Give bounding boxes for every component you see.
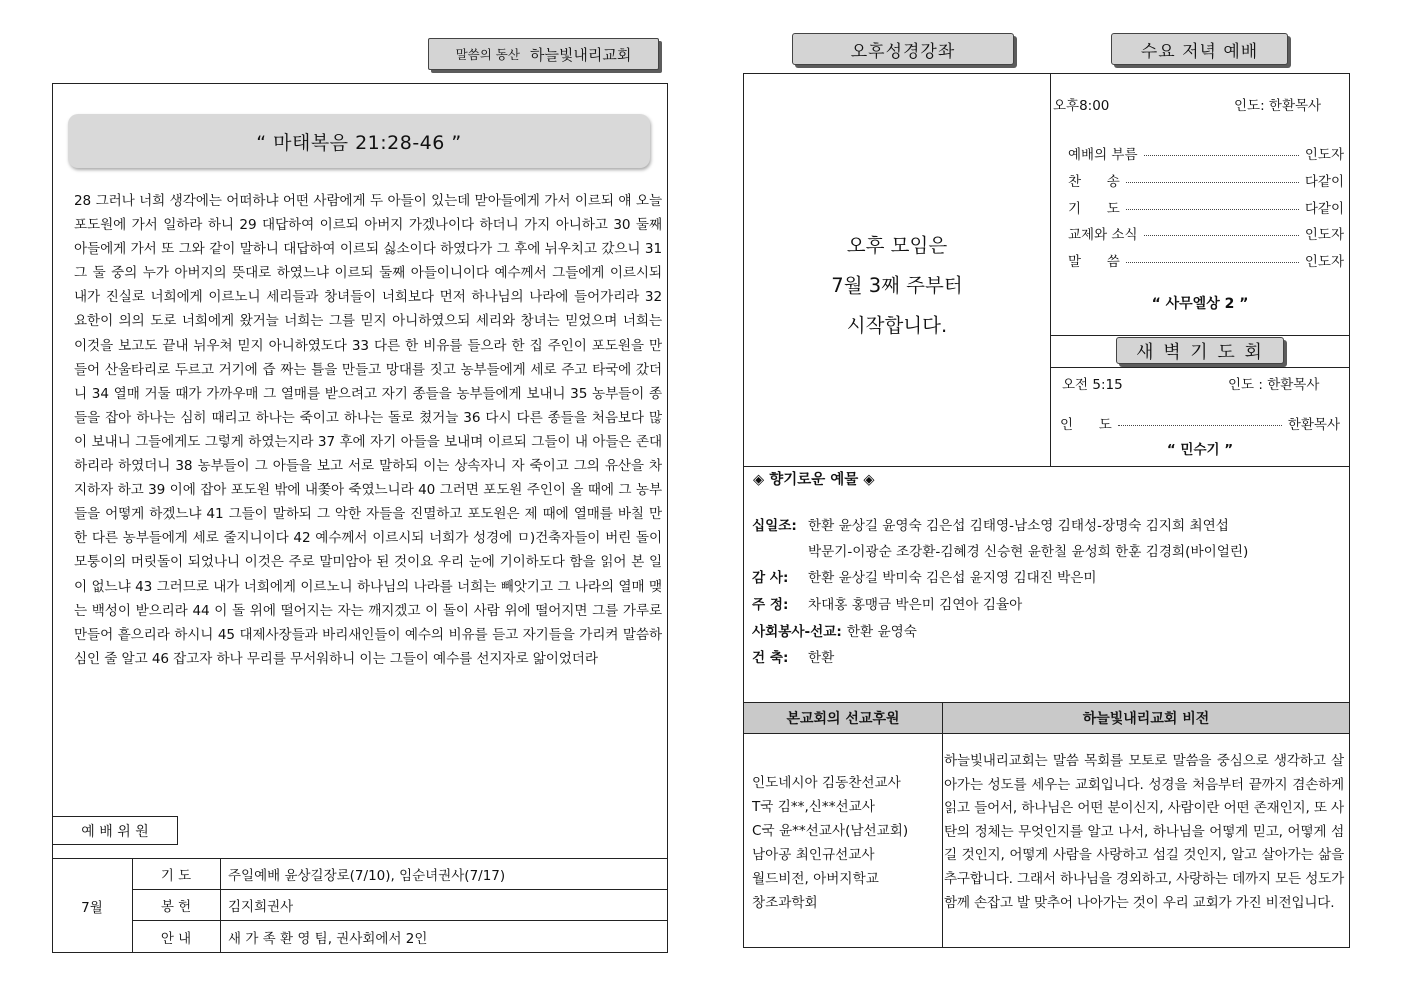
top-section-divider [1050, 73, 1051, 466]
afternoon-notice-line: 오후 모임은 [846, 234, 948, 257]
vision-header: 하늘빛내리교회 비전 [1082, 711, 1210, 727]
dawn-leader: 인도 : 한환목사 [1228, 377, 1320, 393]
offering-row: 박문기-이광순 조강환-김혜경 신승현 윤한칠 윤성희 한훈 김경희(바이얼린) [808, 544, 1249, 560]
bottom-table-col-divider [942, 702, 943, 948]
committee-role: 기 도 [160, 868, 192, 884]
afternoon-notice-line: 시작합니다. [846, 314, 948, 337]
church-name: 하늘빛내리교회 [529, 45, 632, 64]
scripture-title: “ 마태복음 21:28-46 ” [68, 114, 650, 168]
order-row: 찬 송 다같이 [1068, 174, 1344, 190]
bottom-table-header-bottom [743, 733, 1350, 734]
dawn-prayer-tab: 새 벽 기 도 회 [1116, 337, 1284, 364]
committee-role: 봉 헌 [160, 899, 192, 915]
committee-month: 7월 [81, 899, 103, 916]
offering-row: 사회봉사-선교: 한환 윤영숙 [752, 624, 917, 640]
wednesday-time: 오후8:00 [1053, 98, 1110, 114]
order-row: 교제와 소식 인도자 [1068, 227, 1344, 243]
committee-role: 안 내 [160, 930, 192, 947]
mission-item: 남아공 최인규선교사 [752, 847, 875, 863]
mission-item: 인도네시아 김동찬선교사 [752, 775, 901, 791]
offering-row: 주 정: 차대홍 홍맹금 박은미 김연아 김율아 [752, 597, 1023, 613]
order-row: 기 도 다같이 [1068, 201, 1344, 217]
wednesday-leader: 인도: 한환목사 [1234, 98, 1322, 114]
vision-header-cell [943, 703, 1349, 733]
committee-value: 김지희권사 [228, 899, 294, 915]
afternoon-notice-line: 7월 3째 주부터 [831, 274, 963, 297]
order-row: 말 씀 인도자 [1068, 254, 1344, 270]
mission-header-cell [744, 703, 942, 733]
afternoon-bible-study-tab: 오후성경강좌 [792, 33, 1014, 65]
mission-item: C국 윤**선교사(남선교회) [752, 823, 909, 839]
wednesday-sermon: “ 사무엘상 2 ” [1151, 296, 1249, 312]
afternoon-notice [744, 226, 1050, 346]
church-motto: 말씀의 동산 [455, 47, 520, 62]
dawn-text: “ 민수기 ” [1166, 442, 1234, 458]
wednesday-service-tab: 수요 저녁 예배 [1111, 33, 1288, 65]
dawn-section-top [1050, 335, 1350, 336]
mission-item: T국 김**,신**선교사 [752, 799, 875, 815]
mission-item: 창조과학회 [752, 895, 818, 911]
dawn-time: 오전 5:15 [1062, 377, 1123, 393]
offering-row: 십일조: 한환 윤상길 윤영숙 김은섭 김태영-남소영 김태성-장명숙 김지희 최연섭 [752, 518, 1229, 534]
dawn-header-bottom [1050, 367, 1350, 368]
offerings-title: ◈ 향기로운 예물 ◈ [753, 471, 875, 488]
dawn-lead-row: 인 도 한환목사 [1060, 417, 1340, 433]
committee-value: 새 가 족 환 영 팀, 권사회에서 2인 [228, 930, 428, 947]
offering-row: 건 축: 한환 [752, 650, 835, 666]
worship-committee-label: 예 배 위 원 [52, 816, 178, 845]
order-row: 예배의 부름 인도자 [1068, 147, 1344, 163]
mission-item: 월드비전, 아버지학교 [752, 871, 879, 887]
mission-header: 본교회의 선교후원 [786, 711, 900, 727]
committee-col-divider [220, 858, 221, 953]
committee-value: 주일예배 윤상길장로(7/10), 임순녀권사(7/17) [228, 868, 506, 884]
vision-text: 하늘빛내리교회는 말씀 목회를 모토로 말씀을 중심으로 생각하고 살아가는 성도를 세우는 교회입니다. 성경을 처음부터 끝까지 겸손하게 읽고 들어서, 하나님은 어떤 분이신지, 사람이란 어떤 존재인지, 또 사탄의 정체는 무엇인지를 알고 나서, 하나님을 어떻게 믿고, 어떻게 섬길 것인지, 어떻게 사람을 사랑하고 섬길 것인지, 알고 살아가는 삶을 추구합니다. 그래서 하나님을 경외하고, 사랑하는 데까지 모든 성도가 함께 손잡고 발 맞추어 나아가는 것이 우리 교회가 가진 비전입니다. [944, 753, 1344, 911]
offering-row: 감 사: 한환 윤상길 박미숙 김은섭 윤지영 김대진 박은미 [752, 570, 1097, 586]
scripture-text: 28 그러나 너희 생각에는 어떠하냐 어떤 사람에게 두 아들이 있는데 맏아들에게 가서 이르되 얘 오늘 포도원에 가서 일하라 하니 29 대답하여 이르되 아버지 가겠나이다 하더니 가지 아니하고 30 둘째 아들에게 가서 또 그와 같이 말하니 대답하여 이르되 싫소이다 하였다가 그 후에 뉘우치고 갔으니 31 그 둘 중의 누가 아버지의 뜻대로 하였느냐 이르되 둘째 아들이니이다 예수께서 그들에게 이르시되 내가 진실로 너희에게 이르노니 세리들과 창녀들이 너희보다 먼저 하나님의 나라에 들어가리라 32 요한이 의의 도로 너희에게 왔거늘 너희는 그를 믿지 아니하였으되 세리와 창녀는 믿었으며 너희는 이것을 보고도 끝내 뉘우쳐 믿지 아니하였도다 33 다른 한 비유를 들으라 한 집 주인이 포도원을 만들어 산울타리로 두르고 거기에 즙 짜는 틀을 만들고 망대를 짓고 농부들에게 세로 주고 타국에 갔더니 34 열매 거둘 때가 가까우매 그 열매를 받으려고 자기 종들을 농부들에게 보내니 35 농부들이 종들을 잡아 하나는 심히 때리고 하나는 죽이고 하나는 돌로 쳤거늘 36 다시 다른 종들을 처음보다 많이 보내니 그들에게도 그렇게 하였는지라 37 후에 자기 아들을 보내며 이르되 그들이 내 아들은 존대하리라 하였더니 38 농부들이 그 아들을 보고 서로 말하되 이는 상속자니 자 죽이고 그의 유산을 차지하자 하고 39 이에 잡아 포도원 밖에 내쫓아 죽였느니라 40 그러면 포도원 주인이 올 때에 그 농부들을 어떻게 하겠느냐 41 그들이 말하되 그 악한 자들을 진멸하고 포도원은 제 때에 열매를 바칠 만한 다른 농부들에게 세로 줄지니이다 42 예수께서 이르시되 너희가 성경에 ㅁ)건축자들이 버린 돌이 모퉁이의 머릿돌이 되었나니 이것은 주로 말미암아 된 것이요 우리 눈에 기이하도다 함을 읽어 본 일이 없느냐 43 그러므로 내가 너희에게 이르노니 하나님의 나라를 너희는 빼앗기고 그 나라의 열매 맺는 백성이 받으리라 44 이 돌 위에 떨어지는 자는 깨지겠고 이 돌이 사람 위에 떨어지면 그를 가루로 만들어 흩으리라 하시니 45 대제사장들과 바리새인들이 예수의 비유를 듣고 자기들을 가리켜 말씀하심인 줄 알고 46 잡고자 하나 무리를 무서워하니 이는 그들이 예수를 선지자로 앎이었더라 [74, 193, 662, 667]
church-name-tab [428, 38, 659, 70]
